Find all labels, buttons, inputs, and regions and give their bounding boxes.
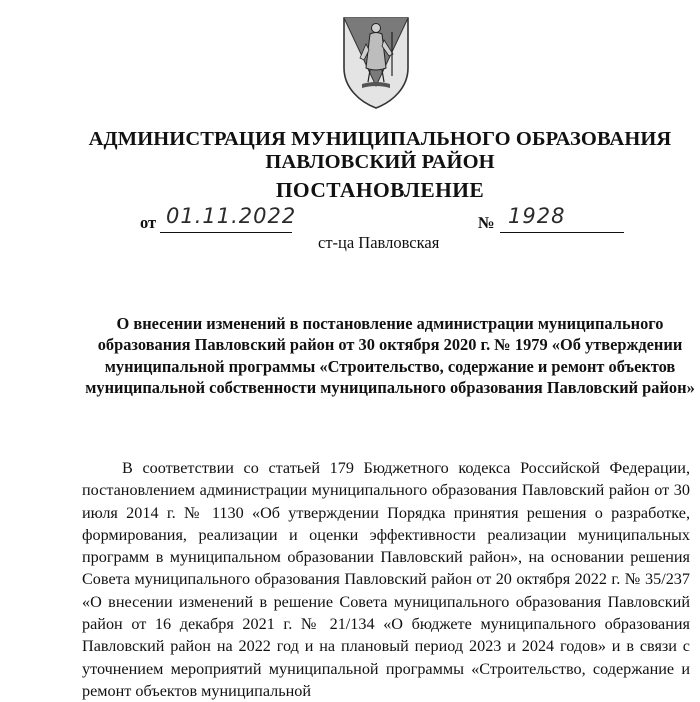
date-label: от [140,213,157,232]
document-type: ПОСТАНОВЛЕНИЕ [275,178,485,202]
number-handwritten: 1928 [508,204,566,228]
date-handwritten: 01.11.2022 [166,204,297,228]
number-underline [500,232,624,233]
body-paragraph: В соответствии со статьей 179 Бюджетного кодекса Российской Федерации, постановлением администрации муниципального образования Павловский район от 30 июля 2014 г. № 1130 «Об утверждении Порядка принятия решения о разработке, формирования, реализации и оценки эффективности реализации муниципальных программ в муниципальном образовании Павловский район», на основании решения Совета муниципального образования Павловский район от 20 октября 2022 г. № 35/237 «О внесении изменений в решение Совета муниципального образования Павловский район от 16 декабря 2021 г. № 21/134 «О бюджете муниципального образования Павловский район на 2022 год и на плановый период 2023 и 2024 годов» и в связи с уточнением мероприятий муниципальной программы «Строительство, содержание и ремонт объектов муниципальной [82,459,690,700]
organization-line-1: АДМИНИСТРАЦИЯ МУНИЦИПАЛЬНОГО ОБРАЗОВАНИЯ [88,128,672,150]
coat-of-arms-emblem [340,14,412,110]
number-label: № [478,213,495,232]
date-underline [160,232,292,233]
organization-name [60,128,700,174]
document-subject: О внесении изменений в постановление администрации муниципального образования Павловский район от 30 октября 2020 г. № 1979 «Об утверждении муниципальной программы «Строительство, содержание и ремонт объектов муниципальной собственности муниципального образования Павловский район» [85,314,695,398]
organization-line-2: ПАВЛОВСКИЙ РАЙОН [265,151,495,173]
place-of-issue: ст-ца Павловская [318,233,440,252]
